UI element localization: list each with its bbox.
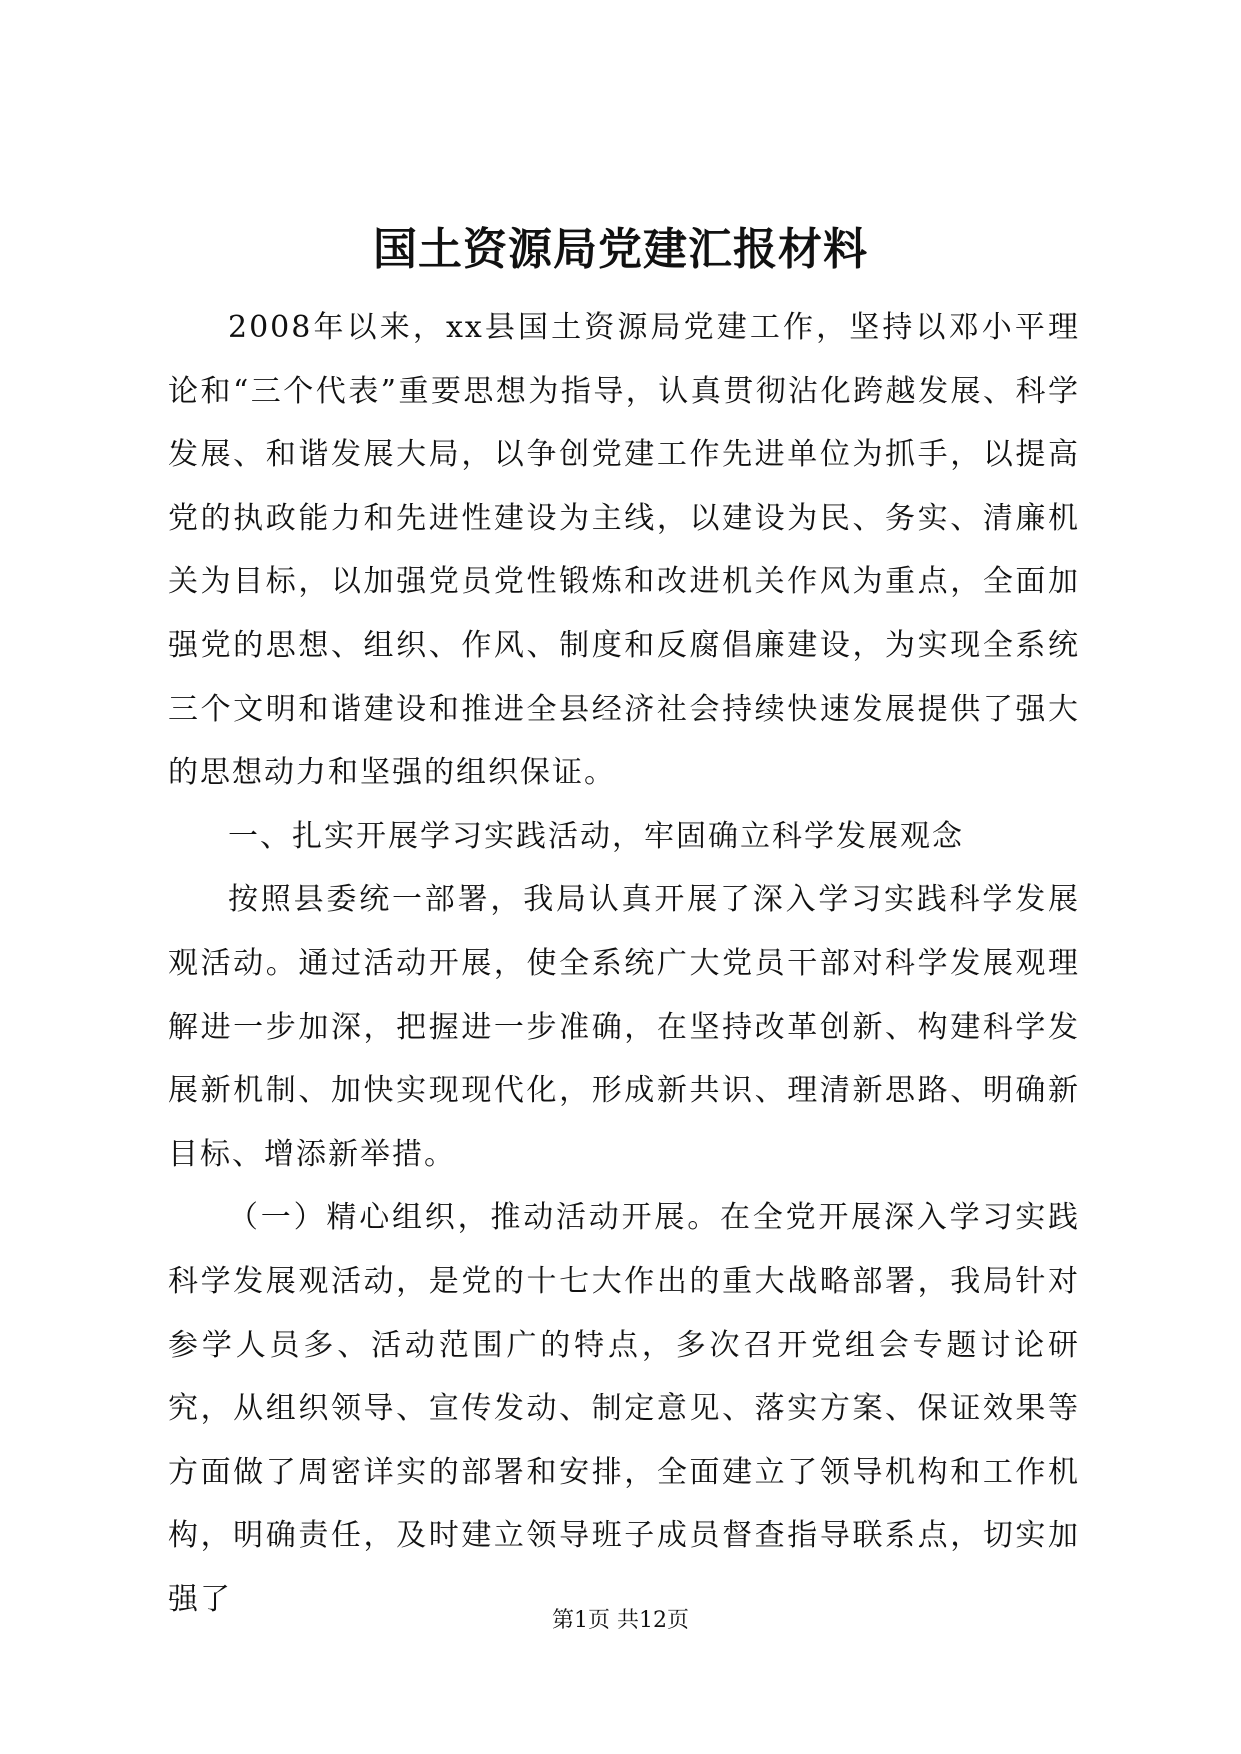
intro-paragraph: 2008年以来，xx县国土资源局党建工作，坚持以邓小平理论和“三个代表”重要思想为指导，认真贯彻沾化跨越发展、科学发展、和谐发展大局，以争创党建工作先进单位为抓手，以提高党的执政能力和先进性建设为主线，以建设为民、务实、清廉机关为目标，以加强党员党性锻炼和改进机关作风为重点，全面加强党的思想、组织、作风、制度和反腐倡廉建设，为实现全系统三个文明和谐建设和推进全县经济社会持续快速发展提供了强大的思想动力和坚强的组织保证。 (168, 310, 1080, 791)
subsection-paragraph: （一）精心组织，推动活动开展。在全党开展深入学习实践科学发展观活动，是党的十七大作出的重大战略部署，我局针对参学人员多、活动范围广的特点，多次召开党组会专题讨论研究，从组织领导、宣传发动、制定意见、落实方案、保证效果等方面做了周密详实的部署和安排，全面建立了领导机构和工作机构，明确责任，及时建立领导班子成员督查指导联系点，切实加强了 (168, 1200, 1080, 1617)
page-footer: 第1页 共12页 (552, 1608, 689, 1633)
document-title: 国土资源局党建汇报材料 (373, 224, 868, 275)
section-heading: 一、扎实开展学习实践活动，牢固确立科学发展观念 (228, 818, 964, 854)
section-paragraph: 按照县委统一部署，我局认真开展了深入学习实践科学发展观活动。通过活动开展，使全系统广大党员干部对科学发展观理解进一步加深，把握进一步准确，在坚持改革创新、构建科学发展新机制、加快实现现代化，形成新共识、理清新思路、明确新目标、增添新举措。 (168, 882, 1080, 1172)
document-body (168, 296, 1080, 1631)
